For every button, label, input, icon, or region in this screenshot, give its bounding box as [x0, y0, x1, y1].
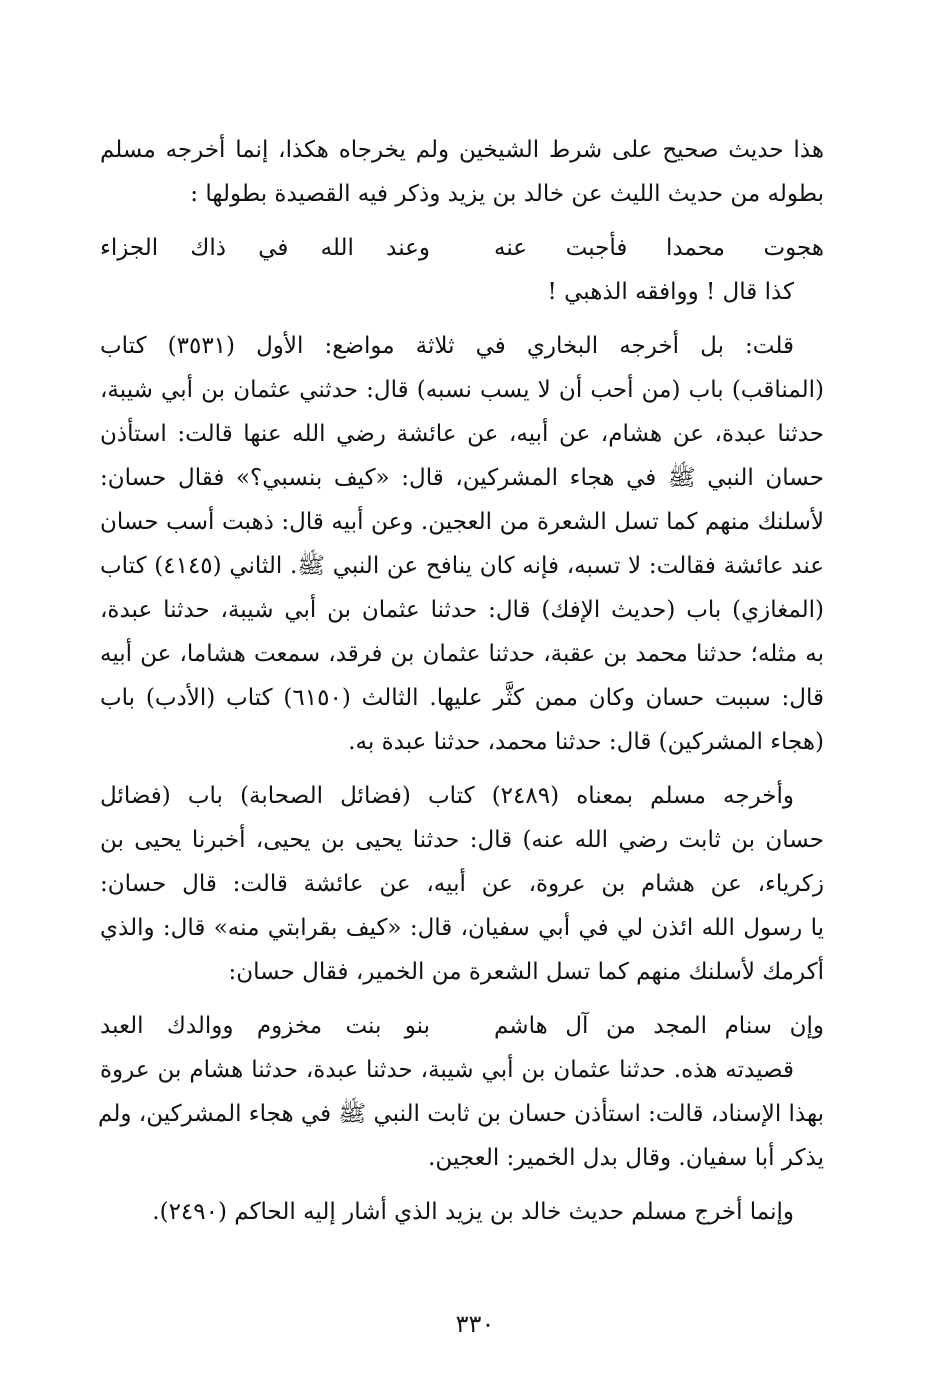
text-line: بطوله من حديث الليث عن خالد بن يزيد وذكر فيه القصيدة بطولها : [190, 181, 824, 207]
spacer [100, 1180, 824, 1190]
text-line: عند عائشة فقالت: لا تسبه، فإنه كان ينافح عن النبي ﷺ. الثاني (٤١٤٥) كتاب [100, 553, 824, 579]
verse-first-hemistich: وإن سنام المجد من آل هاشم [494, 1013, 824, 1039]
text-line: به مثله؛ حدثنا محمد بن عقبة، حدثنا عثمان بن فرقد، سمعت هشاما، عن أبيه [100, 641, 824, 667]
text-line: قال: سببت حسان وكان ممن كثَّر عليها. الثالث (٦١٥٠) كتاب (الأدب) باب [100, 685, 825, 711]
text-line: بهذا الإسناد، قالت: استأذن حسان بن ثابت النبي ﷺ في هجاء المشركين، ولم [98, 1101, 824, 1127]
spacer [100, 216, 824, 226]
text-line: حسان النبي ﷺ في هجاء المشركين، قال: «كيف بنسبي؟» فقال حسان: [100, 465, 824, 491]
spacer [100, 314, 824, 324]
verse-second-hemistich: وعند الله في ذاك الجزاء [100, 235, 430, 261]
text-line: وإنما أخرج مسلم حديث خالد بن يزيد الذي أشار إليه الحاكم (٢٤٩٠). [152, 1199, 794, 1225]
page-number: ٣٣٠ [455, 1310, 495, 1338]
text-line: زكرياء، عن هشام بن عروة، عن أبيه، عن عائشة قالت: قال حسان: [100, 871, 824, 897]
text-line: يذكر أبا سفيان. وقال بدل الخمير: العجين. [428, 1145, 824, 1171]
text-line: أكرمك لأسلنك منهم كما تسل الشعرة من الخمير، فقال حسان: [228, 959, 824, 985]
text-line: (المغازي) باب (حديث الإفك) قال: حدثنا عثمان بن أبي شيبة، حدثنا عبدة، [100, 597, 824, 623]
paragraph-2 [100, 324, 824, 764]
verse-2 [100, 1004, 824, 1048]
page-body [100, 128, 824, 1234]
paragraph-3 [100, 774, 824, 994]
text-line: لأسلنك منهم كما تسل الشعرة من العجين. وعن أبيه قال: ذهبت أسب حسان [100, 509, 824, 535]
text-line: قصيدته هذه. حدثنا عثمان بن أبي شيبة، حدثنا عبدة، حدثنا هشام بن عروة [100, 1057, 794, 1083]
text-line: حدثنا عبدة، عن هشام، عن أبيه، عن عائشة رضي الله عنها قالت: استأذن [100, 421, 824, 447]
spacer [100, 764, 824, 774]
text-line: حسان بن ثابت رضي الله عنه) قال: حدثنا يحيى بن يحيى، أخبرنا يحيى بن [100, 827, 824, 853]
text-line: يا رسول الله ائذن لي في أبي سفيان، قال: «كيف بقرابتي منه» قال: والذي [100, 915, 824, 941]
paragraph-1 [100, 128, 824, 216]
text-line: قلت: بل أخرجه البخاري في ثلاثة مواضع: الأول (٣٥٣١) كتاب [100, 333, 794, 359]
text-line: (هجاء المشركين) قال: حدثنا محمد، حدثنا عبدة به. [348, 729, 824, 755]
text-line: هذا حديث صحيح على شرط الشيخين ولم يخرجاه هكذا، إنما أخرجه مسلم [100, 137, 824, 163]
paragraph-5 [100, 1190, 824, 1234]
verse-1 [100, 226, 824, 270]
verse-second-hemistich: بنو بنت مخزوم ووالدك العبد [100, 1013, 430, 1039]
text-line: (المناقب) باب (من أحب أن لا يسب نسبه) قال: حدثني عثمان بن أبي شيبة، [100, 377, 824, 403]
spacer [100, 994, 824, 1004]
verse-first-hemistich: هجوت محمدا فأجبت عنه [494, 235, 824, 261]
text-line: كذا قال ! ووافقه الذهبي ! [547, 279, 794, 305]
paragraph-4 [100, 1048, 824, 1180]
text-line: وأخرجه مسلم بمعناه (٢٤٨٩) كتاب (فضائل الصحابة) باب (فضائل [100, 783, 794, 809]
